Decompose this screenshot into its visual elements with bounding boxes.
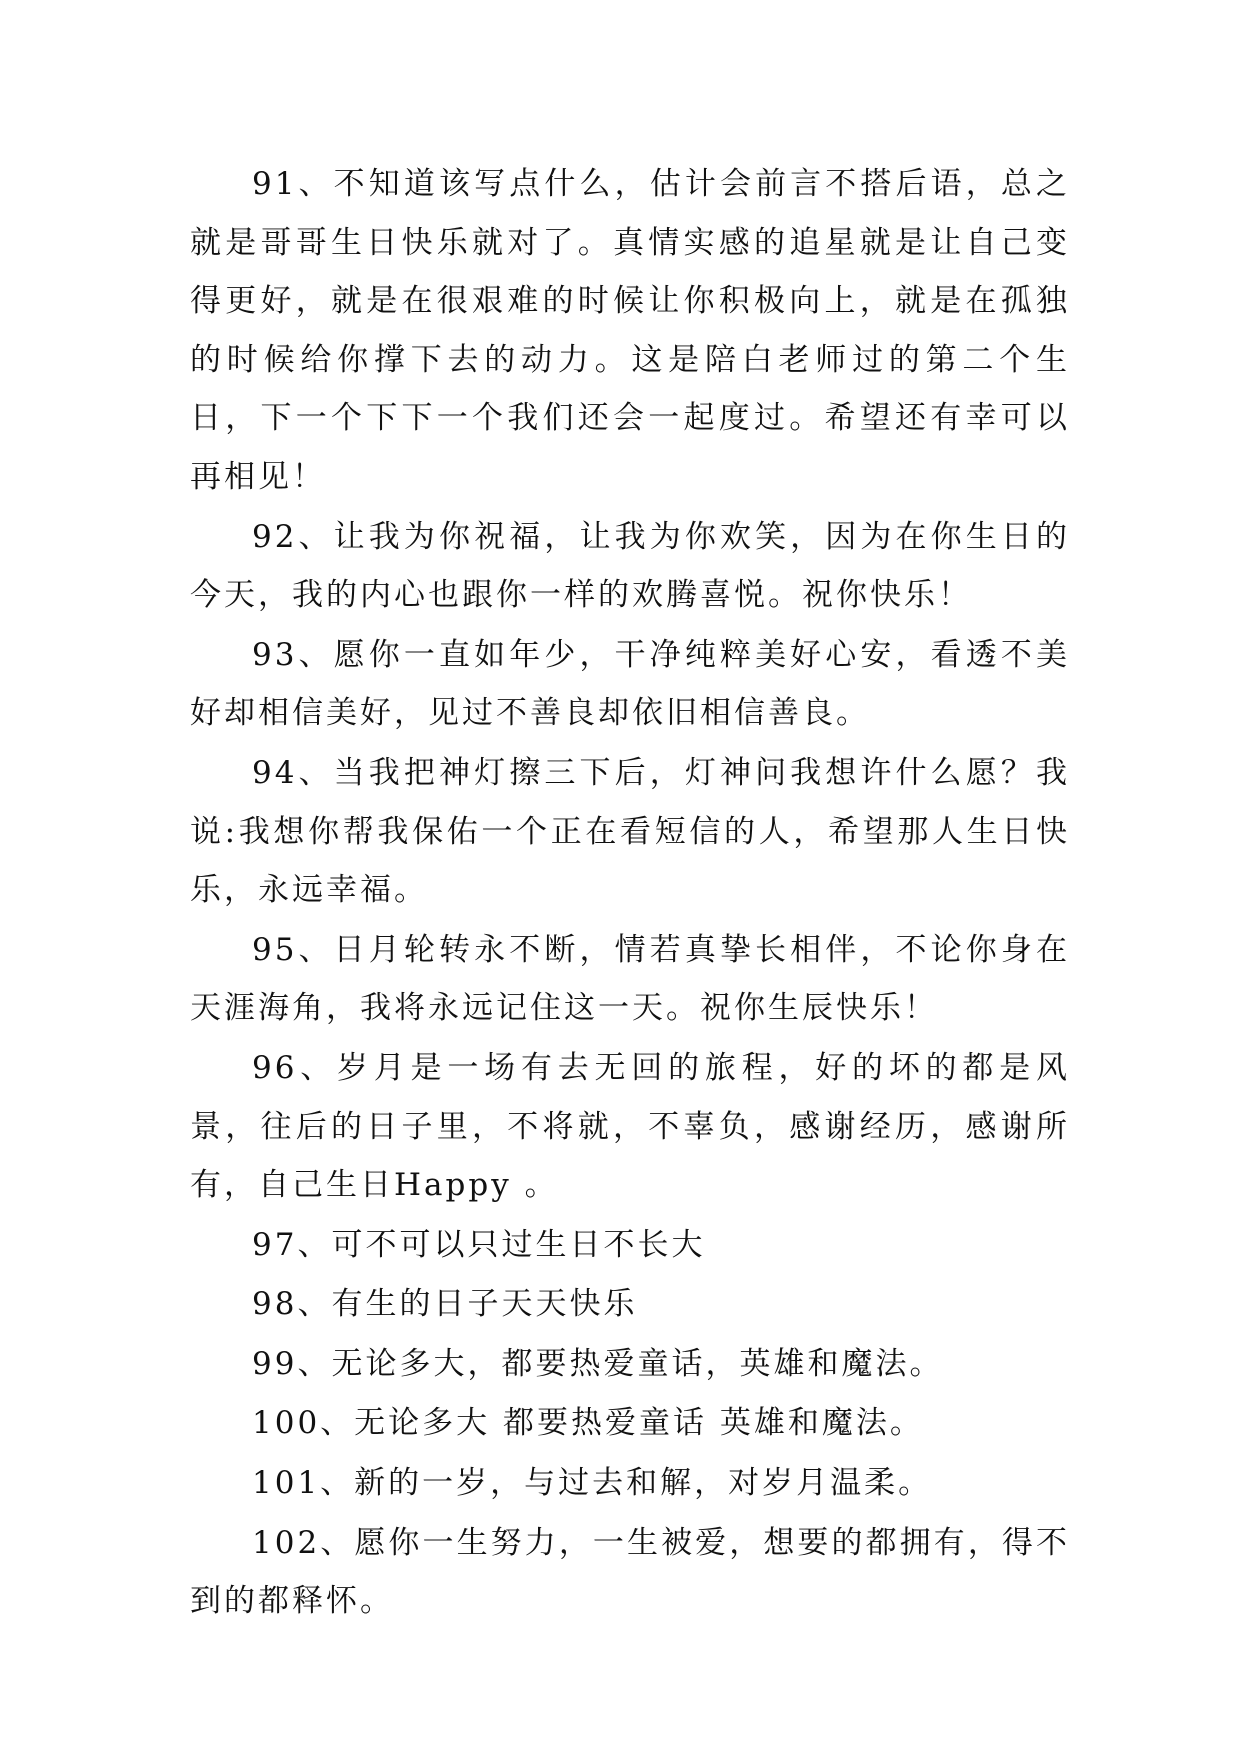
paragraph-92: 92、让我为你祝福，让我为你欢笑，因为在你生日的今天，我的内心也跟你一样的欢腾喜悦。祝你快乐！: [190, 518, 1070, 614]
paragraph-99: 99、无论多大，都要热爱童话，英雄和魔法。: [252, 1345, 944, 1382]
paragraph-97: 97、可不可以只过生日不长大: [252, 1226, 706, 1263]
paragraph-94: 94、当我把神灯擦三下后，灯神问我想许什么愿？我说:我想你帮我保佑一个正在看短信的人，希望那人生日快乐，永远幸福。: [190, 754, 1070, 909]
paragraph-91: 91、不知道该写点什么，估计会前言不搭后语，总之就是哥哥生日快乐就对了。真情实感的追星就是让自己变得更好，就是在很艰难的时候让你积极向上，就是在孤独的时候给你撑下去的动力。这是陪白老师过的第二个生日，下一个下下一个我们还会一起度过。希望还有幸可以再相见！: [190, 166, 1070, 495]
paragraph-102: 102、愿你一生努力，一生被爱，想要的都拥有，得不到的都释怀。: [190, 1524, 1070, 1620]
paragraph-95: 95、日月轮转永不断，情若真挚长相伴，不论你身在天涯海角，我将永远记住这一天。祝你生辰快乐！: [190, 931, 1070, 1027]
paragraph-98: 98、有生的日子天天快乐: [252, 1286, 638, 1323]
document-body: [190, 155, 1070, 1632]
paragraph-100: 100、无论多大 都要热爱童话 英雄和魔法。: [252, 1405, 924, 1442]
paragraph-96: 96、岁月是一场有去无回的旅程，好的坏的都是风景，往后的日子里，不将就，不辜负，感谢经历，感谢所有，自己生日Happy 。: [190, 1049, 1070, 1204]
paragraph-101: 101、新的一岁，与过去和解，对岁月温柔。: [252, 1465, 933, 1502]
paragraph-93: 93、愿你一直如年少，干净纯粹美好心安，看透不美好却相信美好，见过不善良却依旧相信善良。: [190, 636, 1070, 732]
